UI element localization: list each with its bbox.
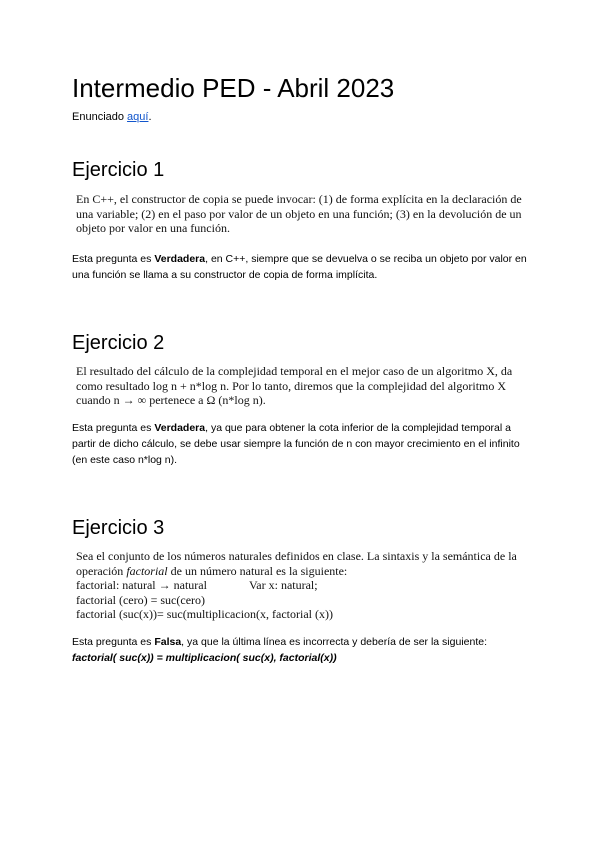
exercise-1-statement (76, 192, 532, 236)
exercise-3-statement-part1: Sea el conjunto de los números naturales definidos en clase. La sintaxis y la semántica de la operación (76, 549, 517, 578)
exercise-2-statement (76, 364, 532, 408)
intro-prefix: Enunciado (72, 111, 128, 123)
intro-suffix: . (148, 111, 152, 123)
exercise-3-answer-prefix: Esta pregunta es (72, 636, 155, 648)
exercise-2-verdict: Verdadera (154, 422, 206, 434)
page-title: Intermedio PED - Abril 2023 (72, 73, 395, 103)
exercise-3-answer-text: , ya que la última línea es incorrecta y debería de ser la siguiente: (181, 636, 488, 648)
exercise-3-correct-formula: factorial( suc(x)) = multiplicacion( suc(x), factorial(x)) (72, 652, 337, 664)
exercise-2-answer-prefix: Esta pregunta es (72, 422, 155, 434)
exercise-3-statement-text (76, 549, 532, 578)
exercise-2-statement-text: El resultado del cálculo de la complejidad temporal en el mejor caso de un algoritmo X, da como resultado log n + n*log n. Por lo tanto, diremos que la complejidad del algoritmo X cuando n → ∞ pertenece a Ω (n*log n). (76, 364, 513, 407)
intro-line (72, 110, 152, 124)
exercise-2-answer (72, 420, 530, 468)
exercise-1-answer (72, 251, 530, 283)
exercise-1-statement-text: En C++, el constructor de copia se puede invocar: (1) de forma explícita en la declaración de una variable; (2) en el paso por valor de un objeto en una función; (3) en la devolución de un objeto por valor en una función. (76, 192, 522, 235)
exercise-3-signature: factorial: natural → natural (76, 578, 207, 592)
exercise-3-answer (72, 634, 530, 666)
statement-link[interactable]: aquí (127, 111, 149, 123)
exercise-3-heading: Ejercicio 3 (72, 517, 165, 539)
exercise-1-verdict: Verdadera (154, 253, 206, 265)
exercise-1-answer-text: , en C++, siempre que se devuelva o se reciba un objeto por valor en una función se llama a su constructor de copia de forma implícita. (72, 253, 527, 281)
exercise-3-axiom-1: factorial (cero) = suc(cero) (76, 592, 206, 607)
exercise-3-statement (76, 549, 532, 622)
exercise-3-statement-part2: de un número natural es la siguiente: (167, 563, 348, 578)
exercise-3-operation-name: factorial (126, 563, 168, 578)
exercise-3-axiom-2: factorial (suc(x))= suc(multiplicacion(x, factorial (x)) (76, 607, 333, 621)
exercise-2-answer-text: , ya que para obtener la cota inferior de la complejidad temporal a partir de dicho cálculo, se debe usar siempre la función de n con mayor crecimiento en el infinito (en este caso n*log n). (72, 422, 520, 466)
exercise-3-signature-line (76, 578, 532, 593)
exercise-1-heading: Ejercicio 1 (72, 159, 165, 181)
exercise-2-heading: Ejercicio 2 (72, 332, 165, 354)
exercise-3-verdict: Falsa (154, 636, 182, 648)
exercise-1-answer-prefix: Esta pregunta es (72, 253, 155, 265)
exercise-3-var-decl: Var x: natural; (248, 578, 318, 592)
